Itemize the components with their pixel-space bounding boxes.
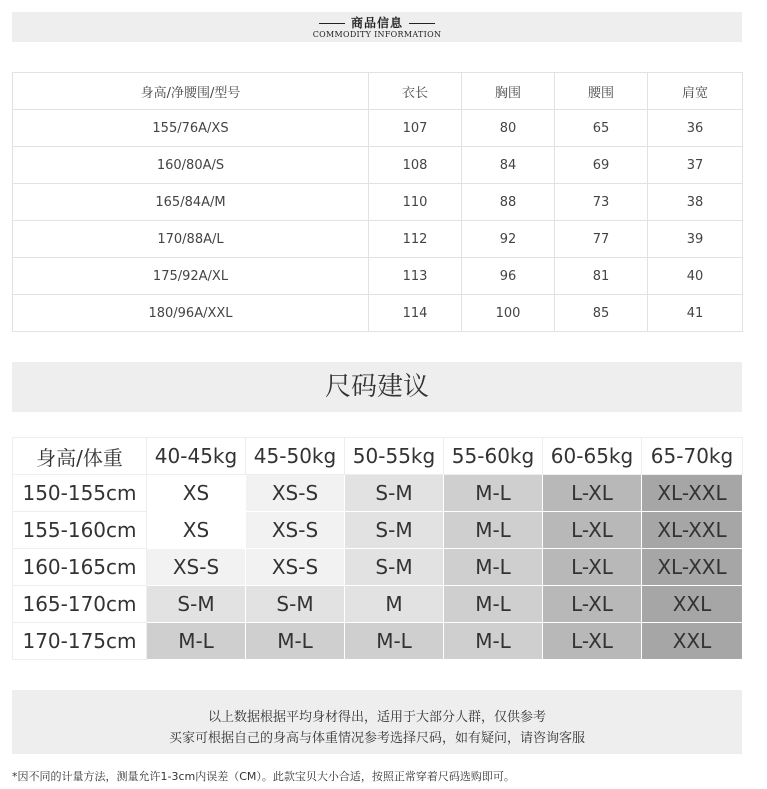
- header-subtitle: COMMODITY INFORMATION: [312, 30, 442, 39]
- header-title: 商品信息: [350, 16, 403, 30]
- weight-header: 65-70kg: [642, 438, 743, 475]
- table-cell: 113: [369, 258, 462, 295]
- table-cell: 77: [555, 221, 648, 258]
- size-cell: S-M: [246, 586, 345, 623]
- table-header-row: [13, 73, 743, 110]
- table-row: [13, 110, 743, 147]
- note-line-1: 以上数据根据平均身材得出，适用于大部分人群，仅供参考: [207, 710, 546, 725]
- size-cell: L-XL: [543, 623, 642, 660]
- table-cell: 69: [555, 147, 648, 184]
- size-advice-title: 尺码建议: [12, 362, 742, 412]
- height-label: 160-165cm: [13, 549, 147, 586]
- size-cell: M-L: [444, 586, 543, 623]
- table-row: [13, 475, 743, 512]
- note-line-2: 买家可根据自己的身高与体重情况参考选择尺码，如有疑问，请咨询客服: [168, 731, 585, 746]
- column-header: 衣长: [369, 73, 462, 110]
- corner-header: 身高/体重: [13, 438, 147, 475]
- table-cell: 107: [369, 110, 462, 147]
- size-cell: XXL: [642, 586, 743, 623]
- table-row: [13, 623, 743, 660]
- table-cell: 81: [555, 258, 648, 295]
- size-cell: L-XL: [543, 549, 642, 586]
- table-row: [13, 586, 743, 623]
- size-cell: S-M: [345, 549, 444, 586]
- table-cell: 41: [648, 295, 743, 332]
- size-cell: XS-S: [246, 549, 345, 586]
- column-header: 胸围: [462, 73, 555, 110]
- table-cell: 85: [555, 295, 648, 332]
- size-cell: XS: [147, 475, 246, 512]
- table-cell: 165/84A/M: [13, 184, 369, 221]
- table-cell: 40: [648, 258, 743, 295]
- table-cell: 175/92A/XL: [13, 258, 369, 295]
- table-cell: 92: [462, 221, 555, 258]
- size-cell: S-M: [345, 475, 444, 512]
- size-cell: M-L: [444, 623, 543, 660]
- size-cell: L-XL: [543, 586, 642, 623]
- column-header: 肩宽: [648, 73, 743, 110]
- table-header-row: [13, 438, 743, 475]
- table-cell: 108: [369, 147, 462, 184]
- height-label: 155-160cm: [13, 512, 147, 549]
- size-cell: S-M: [345, 512, 444, 549]
- size-cell: S-M: [147, 586, 246, 623]
- table-cell: 170/88A/L: [13, 221, 369, 258]
- table-row: [13, 549, 743, 586]
- weight-header: 45-50kg: [246, 438, 345, 475]
- table-cell: 110: [369, 184, 462, 221]
- table-cell: 36: [648, 110, 743, 147]
- table-cell: 65: [555, 110, 648, 147]
- table-cell: 180/96A/XXL: [13, 295, 369, 332]
- header-rule-left: [319, 23, 345, 24]
- size-cell: L-XL: [543, 512, 642, 549]
- table-row: [13, 221, 743, 258]
- size-cell: XS-S: [246, 475, 345, 512]
- table-cell: 80: [462, 110, 555, 147]
- measurement-footnote: *因不同的计量方法，测量允许1-3cm内误差（CM）。此款宝贝大小合适，按照正常穿着尺码选购即可。: [12, 770, 515, 783]
- size-recommendation-table: [12, 437, 743, 660]
- commodity-info-header: [12, 12, 742, 42]
- note-panel: [12, 690, 742, 754]
- table-cell: 160/80A/S: [13, 147, 369, 184]
- height-label: 170-175cm: [13, 623, 147, 660]
- size-cell: M-L: [147, 623, 246, 660]
- size-cell: XL-XXL: [642, 475, 743, 512]
- table-cell: 155/76A/XS: [13, 110, 369, 147]
- size-cell: XL-XXL: [642, 549, 743, 586]
- size-cell: L-XL: [543, 475, 642, 512]
- table-row: [13, 295, 743, 332]
- column-header: 腰围: [555, 73, 648, 110]
- table-cell: 88: [462, 184, 555, 221]
- table-cell: 112: [369, 221, 462, 258]
- size-cell: XL-XXL: [642, 512, 743, 549]
- weight-header: 55-60kg: [444, 438, 543, 475]
- header-rule-right: [409, 23, 435, 24]
- weight-header: 50-55kg: [345, 438, 444, 475]
- table-row: [13, 512, 743, 549]
- size-cell: XS-S: [147, 549, 246, 586]
- size-cell: M-L: [444, 512, 543, 549]
- size-cell: M-L: [444, 475, 543, 512]
- size-cell: XS-S: [246, 512, 345, 549]
- height-label: 150-155cm: [13, 475, 147, 512]
- height-label: 165-170cm: [13, 586, 147, 623]
- size-cell: XS: [147, 512, 246, 549]
- size-cell: M-L: [246, 623, 345, 660]
- column-header: 身高/净腰围/型号: [13, 73, 369, 110]
- size-cell: M-L: [444, 549, 543, 586]
- table-cell: 38: [648, 184, 743, 221]
- weight-header: 60-65kg: [543, 438, 642, 475]
- size-cell: M-L: [345, 623, 444, 660]
- table-row: [13, 258, 743, 295]
- table-cell: 114: [369, 295, 462, 332]
- table-cell: 39: [648, 221, 743, 258]
- size-cell: M: [345, 586, 444, 623]
- table-row: [13, 184, 743, 221]
- table-cell: 96: [462, 258, 555, 295]
- size-cell: XXL: [642, 623, 743, 660]
- table-cell: 84: [462, 147, 555, 184]
- table-cell: 73: [555, 184, 648, 221]
- table-cell: 37: [648, 147, 743, 184]
- table-cell: 100: [462, 295, 555, 332]
- table-row: [13, 147, 743, 184]
- size-measurement-table: [12, 72, 743, 332]
- weight-header: 40-45kg: [147, 438, 246, 475]
